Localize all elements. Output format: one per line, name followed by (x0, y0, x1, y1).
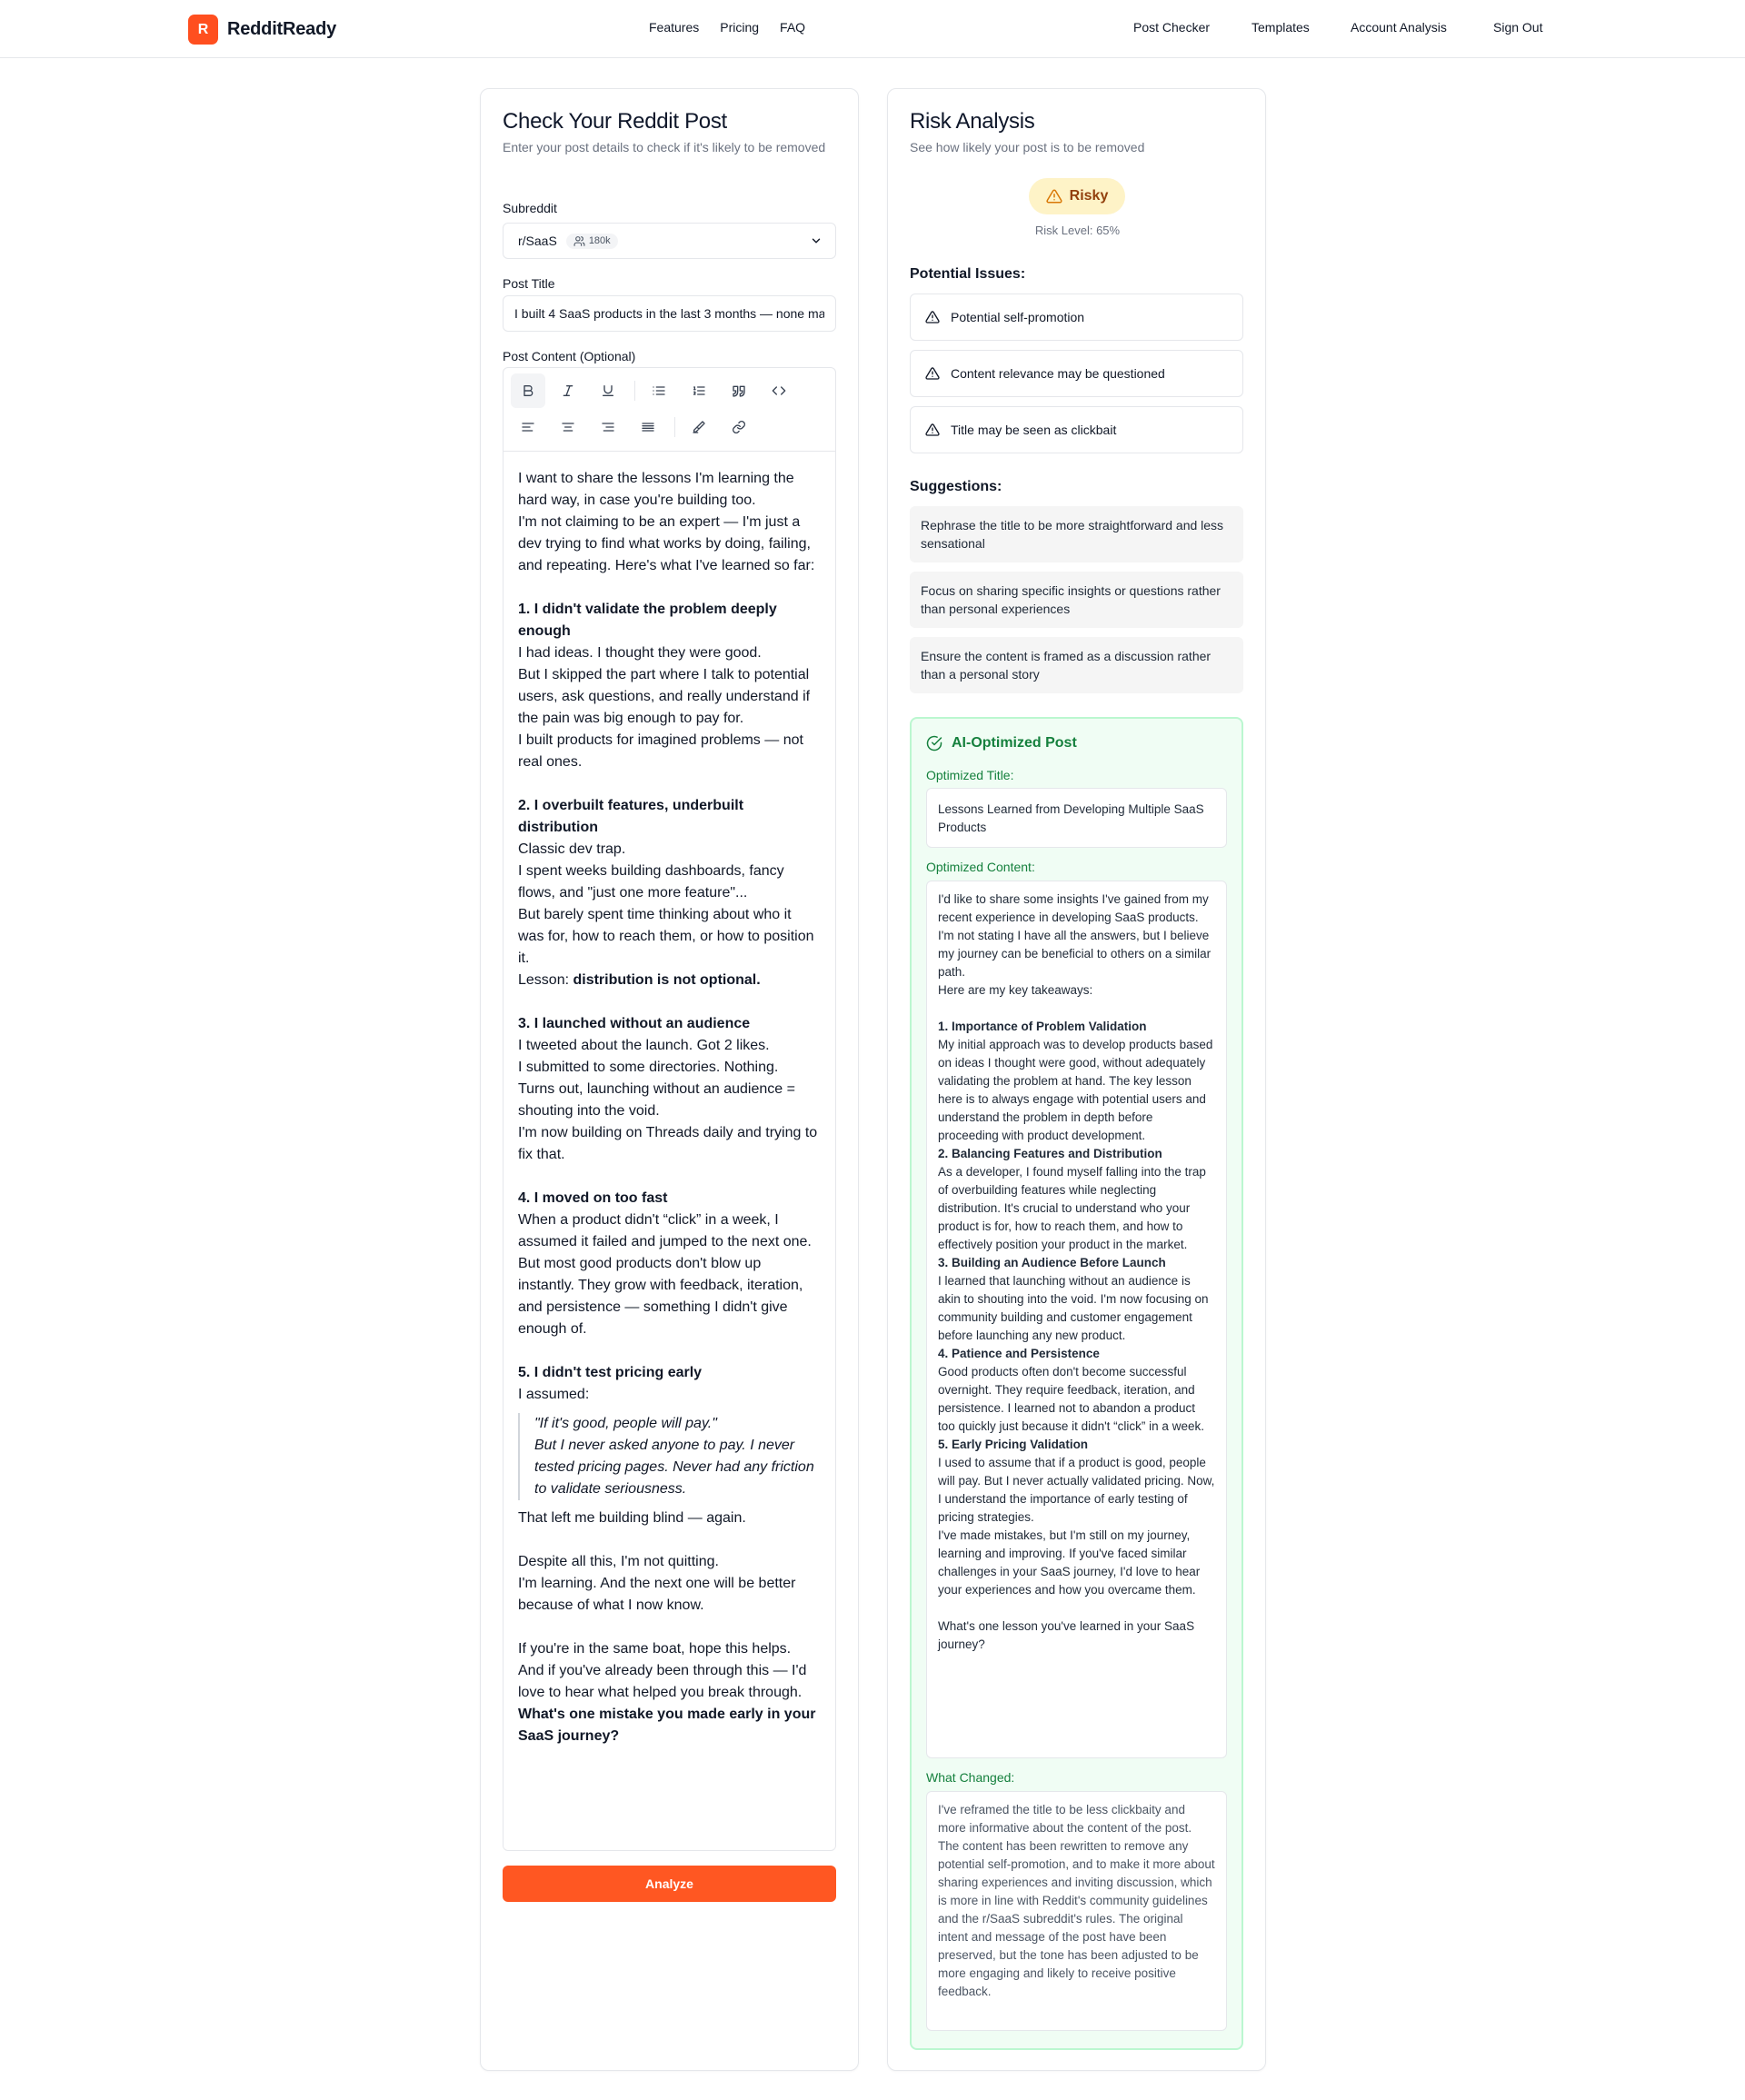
optimized-content: I'd like to share some insights I've gained from my recent experience in developing SaaS products. I'm not stating I have all the answers, but I believe my journey can be beneficial to others on a similar path. Here are my key takeaways: 1. Importance of Problem Validation My initial approach was to develop products based on ideas I thought were good, without adequately validating the problem at hand. The key lesson here is to always engage with potential users and understand the problem in depth before proceeding with product development. 2. Balancing Features and Distribution As a developer, I found myself falling into the trap of overbuilding features while neglecting distribution. It's crucial to understand who your product is for, how to reach them, and how to effectively position your product in the market. 3. Building an Audience Before Launch I learned that launching without an audience is akin to shouting into the void. I'm now focusing on community building and customer engagement before launching any new product. 4. Patience and Persistence Good products often don't become successful overnight. They require feedback, iteration, and persistence. I learned not to abandon a product too quickly just because it didn't “click” in a week. 5. Early Pricing Validation I used to assume that if a product is good, people will pay. But I never actually validated pricing. Now, I understand the importance of early testing of pricing strategies. I've made mistakes, but I'm still on my journey, learning and improving. If you've faced similar challenges in your SaaS journey, I'd love to hear your experiences and how you overcame them. What's one lesson you've learned in your SaaS journey? (926, 881, 1227, 1758)
italic-button[interactable] (551, 373, 585, 408)
subreddit-label: Subreddit (503, 201, 557, 215)
risk-analysis-card (887, 88, 1266, 2071)
form-title: Check Your Reddit Post (503, 109, 727, 134)
what-changed-label: What Changed: (926, 1770, 1015, 1785)
heading: 4. I moved on too fast (518, 1190, 668, 1206)
post-title-input[interactable] (503, 295, 836, 332)
suggestion-item: Focus on sharing specific insights or questions rather than personal experiences (910, 572, 1243, 628)
underline-icon (601, 383, 615, 398)
subreddit-select[interactable] (503, 223, 836, 259)
toolbar-separator (634, 381, 635, 401)
ordered-list-icon (692, 383, 706, 398)
suggestion-item: Ensure the content is framed as a discussion rather than a personal story (910, 637, 1243, 693)
paragraph: I had ideas. I thought they were good. (518, 645, 762, 661)
paragraph: But barely spent time thinking about who it was for, how to reach them, or how to position it. (518, 907, 814, 966)
align-left-button[interactable] (511, 410, 545, 444)
align-justify-button[interactable] (631, 410, 665, 444)
paragraph: I'm now building on Threads daily and trying to fix that. (518, 1125, 818, 1162)
users-icon (573, 235, 585, 247)
what-changed-text: I've reframed the title to be less clickbaity and more informative about the content of the post. The content has been rewritten to remove any potential self-promotion, and to make it more about sharing experiences and inviting discussion, which is more in line with Reddit's community guidelines and the r/SaaS subreddit's rules. The original intent and message of the post have been preserved, but the tone has been adjusted to be more engaging and likely to receive positive feedback. (926, 1791, 1227, 2031)
paragraph: I assumed: (518, 1387, 590, 1402)
check-circle-icon (926, 735, 942, 751)
clear-format-icon (692, 420, 706, 434)
code-button[interactable] (762, 373, 796, 408)
editor-toolbar (504, 368, 835, 452)
ordered-list-button[interactable] (682, 373, 716, 408)
warning-icon (925, 366, 940, 381)
paragraph: Turns out, launching without an audience = shouting into the void. (518, 1081, 795, 1119)
editor-content[interactable] (504, 452, 835, 1764)
align-right-button[interactable] (591, 410, 625, 444)
align-center-button[interactable] (551, 410, 585, 444)
toolbar-separator (674, 417, 675, 437)
optimized-title: Lessons Learned from Developing Multiple SaaS Products (926, 788, 1227, 848)
post-title-label: Post Title (503, 276, 555, 291)
analyze-button[interactable]: Analyze (503, 1866, 836, 1902)
align-justify-icon (641, 420, 655, 434)
risk-level-text: Risk Level: 65% (1034, 224, 1121, 237)
warning-icon (1046, 188, 1062, 204)
nav-templates[interactable]: Templates (1251, 20, 1310, 35)
paragraph: When a product didn't “click” in a week, I assumed it failed and jumped to the next one. (518, 1212, 812, 1249)
paragraph: I submitted to some directories. Nothing. (518, 1060, 779, 1075)
paragraph: I want to share the lessons I'm learning the hard way, in case you're building too. (518, 471, 794, 508)
nav-faq[interactable]: FAQ (780, 20, 806, 35)
paragraph: I tweeted about the launch. Got 2 likes. (518, 1038, 770, 1053)
nav-center (649, 20, 826, 35)
form-subtitle: Enter your post details to check if it's likely to be removed (503, 140, 826, 154)
post-form-card (480, 88, 859, 2071)
risk-badge: Risky (1029, 178, 1125, 214)
paragraph: Lesson: distribution is not optional. (518, 972, 761, 988)
warning-icon (925, 423, 940, 437)
optimized-content-label: Optimized Content: (926, 860, 1035, 874)
paragraph: Classic dev trap. (518, 841, 626, 857)
align-right-icon (601, 420, 615, 434)
bold-button[interactable] (511, 373, 545, 408)
issue-item: Content relevance may be questioned (910, 350, 1243, 397)
issue-item: Potential self-promotion (910, 294, 1243, 341)
optimized-title-label: Optimized Title: (926, 768, 1014, 782)
quote-button[interactable] (722, 373, 756, 408)
optimized-heading: AI-Optimized Post (926, 735, 1077, 751)
link-button[interactable] (722, 410, 756, 444)
nav-pricing[interactable]: Pricing (720, 20, 760, 35)
brand-name: RedditReady (227, 19, 337, 39)
post-content-label: Post Content (Optional) (503, 349, 636, 363)
top-navbar (0, 0, 1745, 58)
paragraph: And if you've already been through this — I'd love to hear what helped you break through. (518, 1663, 807, 1700)
issues-heading: Potential Issues: (910, 266, 1026, 282)
risk-subtitle: See how likely your post is to be removed (910, 140, 1145, 154)
quote-icon (732, 383, 746, 398)
heading: 1. I didn't validate the problem deeply enough (518, 602, 777, 639)
blockquote: "If it's good, people will pay." But I never asked anyone to pay. I never tested pricing pages. Never had any friction to validate seriousness. (518, 1413, 821, 1500)
paragraph: If you're in the same boat, hope this helps. (518, 1641, 792, 1657)
issue-item: Title may be seen as clickbait (910, 406, 1243, 453)
paragraph: I'm learning. And the next one will be better because of what I now know. (518, 1576, 796, 1613)
bullet-list-icon (652, 383, 666, 398)
heading: 3. I launched without an audience (518, 1016, 751, 1031)
paragraph: I spent weeks building dashboards, fancy flows, and "just one more feature"... (518, 863, 784, 901)
italic-icon (561, 383, 575, 398)
warning-icon (925, 310, 940, 324)
clear-format-button[interactable] (682, 410, 716, 444)
rich-text-editor[interactable] (503, 367, 836, 1851)
heading: 5. I didn't test pricing early (518, 1365, 703, 1380)
suggestion-item: Rephrase the title to be more straightforward and less sensational (910, 506, 1243, 562)
align-left-icon (521, 420, 535, 434)
heading: What's one mistake you made early in your SaaS journey? (518, 1707, 816, 1744)
nav-post-checker[interactable]: Post Checker (1133, 20, 1211, 35)
brand-logo[interactable] (188, 15, 336, 45)
paragraph: I built products for imagined problems — not real ones. (518, 732, 803, 770)
paragraph: I'm not claiming to be an expert — I'm just a dev trying to find what works by doing, failing, and repeating. Here's what I've learned so far: (518, 514, 815, 573)
bold-icon (521, 383, 535, 398)
paragraph: Despite all this, I'm not quitting. (518, 1554, 719, 1569)
subreddit-value: r/SaaS (518, 234, 557, 248)
risk-title: Risk Analysis (910, 109, 1035, 134)
underline-button[interactable] (591, 373, 625, 408)
bullet-list-button[interactable] (642, 373, 676, 408)
link-icon (732, 420, 746, 434)
heading: 2. I overbuilt features, underbuilt distribution (518, 798, 744, 835)
nav-account-analysis[interactable]: Account Analysis (1351, 20, 1447, 35)
nav-features[interactable]: Features (649, 20, 700, 35)
paragraph: That left me building blind — again. (518, 1510, 746, 1526)
code-icon (772, 383, 786, 398)
paragraph: But most good products don't blow up instantly. They grow with feedback, iteration, and persistence — something I didn't give enough of. (518, 1256, 803, 1337)
chevron-down-icon (810, 234, 823, 247)
suggestions-heading: Suggestions: (910, 479, 1002, 494)
paragraph: But I skipped the part where I talk to potential users, ask questions, and really understand if the pain was big enough to pay for. (518, 667, 811, 726)
member-count-badge (566, 234, 618, 249)
member-count: 180k (588, 235, 611, 246)
logo-mark: R (188, 15, 218, 45)
nav-sign-out[interactable]: Sign Out (1493, 20, 1543, 35)
ai-optimized-post (910, 717, 1243, 2050)
align-center-icon (561, 420, 575, 434)
